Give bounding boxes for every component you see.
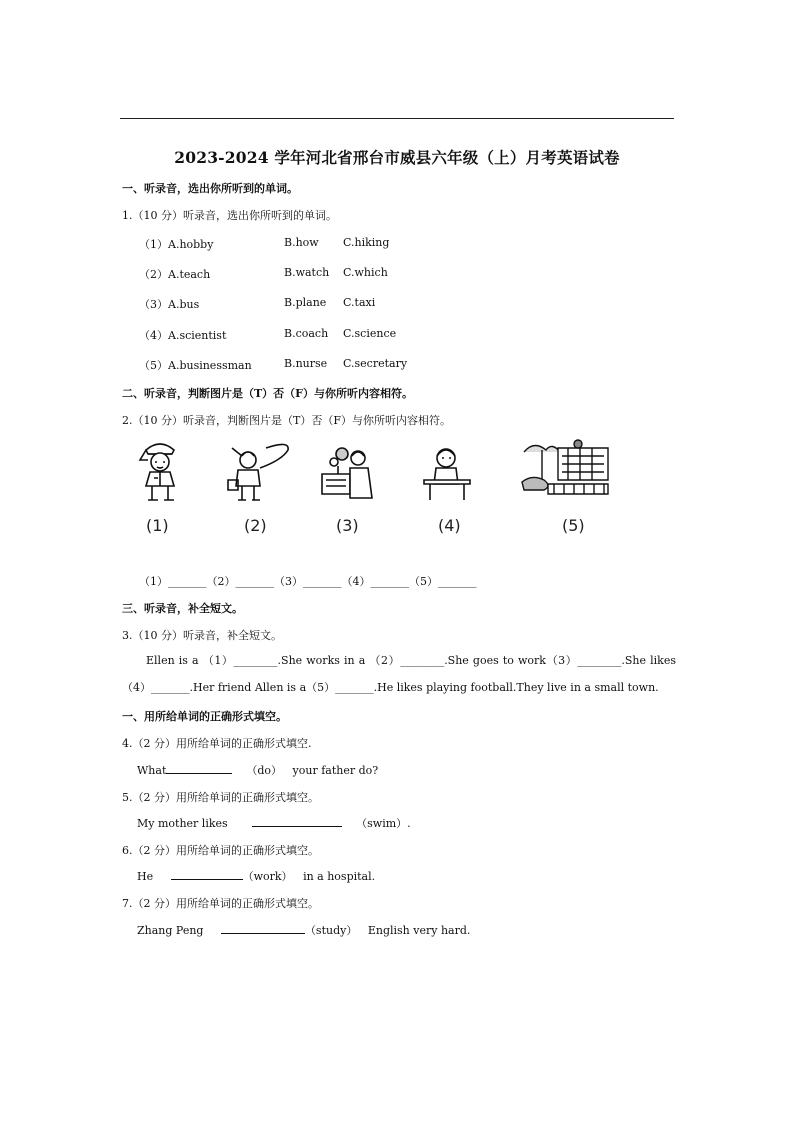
q1-row4-option-b[interactable]: B.coach (284, 327, 329, 340)
q6-pre: He (137, 870, 154, 883)
q7-stem: 7.（2 分）用所给单词的正确形式填空。 (122, 897, 319, 910)
q6-sentence (137, 868, 375, 884)
q2-answer-line[interactable]: （1）_______（2）_______（3）_______（4）_______（5）_______ (139, 575, 477, 588)
shop-assistant-icon (316, 444, 376, 504)
exam-title: 2023-2024 学年河北省邢台市威县六年级（上）月考英语试卷 (174, 148, 620, 167)
pic-label-3: (3) (336, 516, 359, 535)
q1-row3-option-c[interactable]: C.taxi (343, 296, 376, 309)
pic-label-5: (5) (562, 516, 585, 535)
q1-row4-option-c[interactable]: C.science (343, 327, 397, 340)
q1-row1-option-c[interactable]: C.hiking (343, 236, 390, 249)
student-at-desk-icon (420, 444, 474, 504)
q5-stem: 5.（2 分）用所给单词的正确形式填空。 (122, 791, 319, 804)
q5-pre: My mother likes (137, 817, 228, 830)
q1-row2-option-a[interactable]: （2）A.teach (139, 268, 211, 281)
q4-sentence (137, 762, 378, 778)
q2-stem: 2.（10 分）听录音，判断图片是（T）否（F）与你所听内容相符。 (122, 414, 451, 427)
q6-post: in a hospital. (303, 870, 376, 883)
q7-hint: （study） (304, 924, 358, 937)
q1-row1-option-a[interactable]: （1）A.hobby (139, 238, 214, 251)
q6-stem: 6.（2 分）用所给单词的正确形式填空。 (122, 844, 319, 857)
q3-stem: 3.（10 分）听录音，补全短文。 (122, 629, 282, 642)
q7-pre: Zhang Peng (137, 924, 204, 937)
q4-hint: （do） (246, 764, 283, 777)
q4-stem: 4.（2 分）用所给单词的正确形式填空. (122, 737, 312, 750)
q3-passage-line2[interactable]: （4）_______.Her friend Allen is a（5）_______.He likes playing football.They live in a small town. (122, 681, 659, 694)
q3-passage-line1[interactable] (122, 647, 676, 674)
q1-stem: 1.（10 分）听录音，选出你所听到的单词。 (122, 209, 337, 222)
q7-post: English very hard. (367, 924, 471, 937)
q3-line1-text: Ellen is a （1）________.She works in a （2）________.She goes to work（3）________.She likes (146, 654, 676, 667)
farm-scene-icon (518, 438, 614, 504)
q1-row2-option-b[interactable]: B.watch (284, 266, 330, 279)
pic-label-4: (4) (438, 516, 461, 535)
q4-post: your father do? (292, 764, 379, 777)
q1-row4-option-a[interactable]: （4）A.scientist (139, 329, 227, 342)
q1-row2-option-c[interactable]: C.which (343, 266, 388, 279)
section4-heading: 一、用所给单词的正确形式填空。 (122, 710, 287, 723)
q1-row5-option-b[interactable]: B.nurse (284, 357, 328, 370)
q5-hint: （swim）. (356, 817, 411, 830)
police-officer-icon (136, 438, 184, 506)
header-rule (120, 118, 674, 119)
pic-label-2: (2) (244, 516, 267, 535)
q1-row3-option-b[interactable]: B.plane (284, 296, 327, 309)
q4-blank[interactable] (166, 764, 232, 774)
q7-sentence (137, 922, 470, 938)
q6-hint: （work） (242, 870, 293, 883)
q1-row5-option-c[interactable]: C.secretary (343, 357, 408, 370)
q4-pre: What (137, 764, 167, 777)
section1-heading: 一、听录音，选出你所听到的单词。 (122, 182, 298, 195)
q2-pictures (130, 436, 630, 540)
q1-row5-option-a[interactable]: （5）A.businessman (139, 359, 252, 372)
q1-row3-option-a[interactable]: （3）A.bus (139, 298, 200, 311)
q6-blank[interactable] (171, 870, 243, 880)
pic-label-1: (1) (146, 516, 169, 535)
section2-heading: 二、听录音，判断图片是（T）否（F）与你所听内容相符。 (122, 387, 413, 400)
pilot-icon (224, 440, 294, 506)
q7-blank[interactable] (221, 924, 305, 934)
q5-sentence (137, 815, 411, 831)
q1-row1-option-b[interactable]: B.how (284, 236, 319, 249)
q5-blank[interactable] (252, 817, 342, 827)
section3-heading: 三、听录音，补全短文。 (122, 602, 243, 615)
